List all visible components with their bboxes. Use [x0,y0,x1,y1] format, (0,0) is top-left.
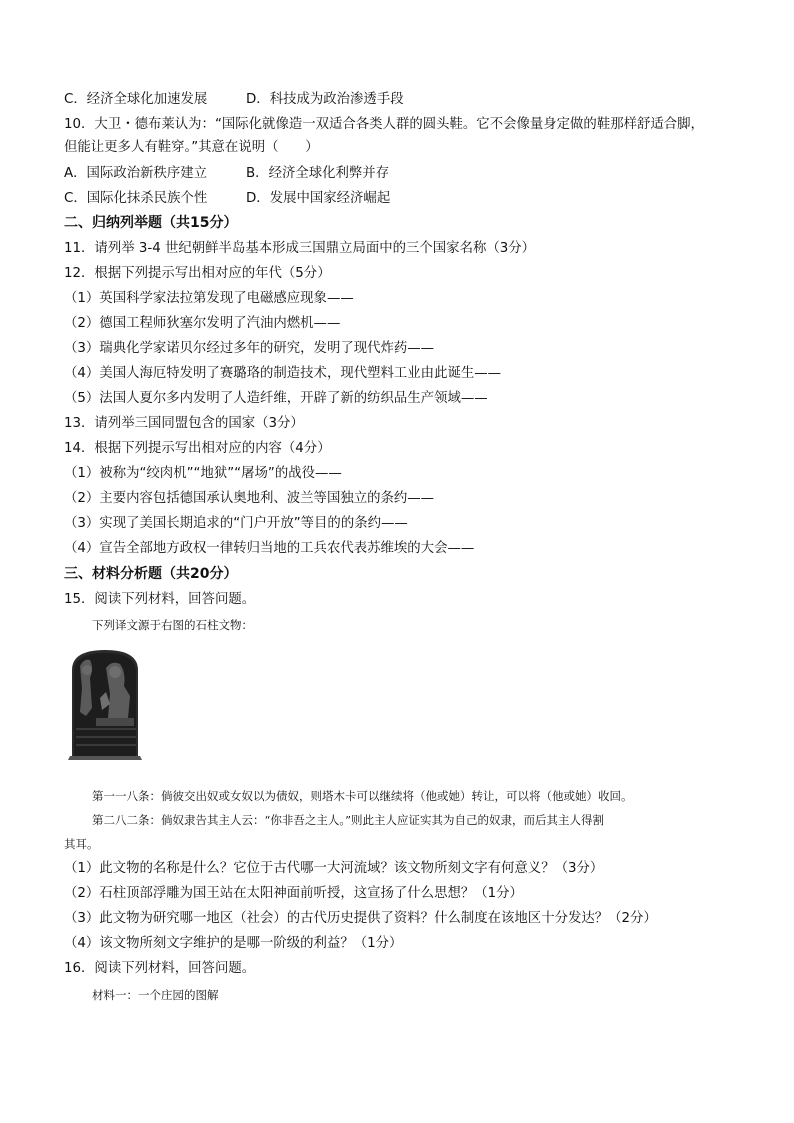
q14-item-1: （1）被称为“绞肉机”“地狱”“屠场”的战役—— [64,466,342,481]
q15-sub-4: （4）该文物所刻文字维护的是哪一阶级的利益？（1分） [64,936,403,951]
q14-item-3: （3）实现了美国长期追求的“门户开放”等目的的条约—— [64,516,408,531]
q15-sub-2: （2）石柱顶部浮雕为国王站在太阳神面前听授，这宣扬了什么思想？（1分） [64,886,523,901]
q15-article-118: 第一一八条：倘彼交出奴或女奴以为债奴，则塔木卡可以继续将（他或她）转让，可以将（他或她）收回。 [92,789,633,803]
q13: 13．请列举三国同盟包含的国家（3分） [64,416,304,431]
q10-stem-line2: 但能让更多人有鞋穿。”其意在说明（ ） [64,140,319,155]
q10-stem-line1: 10．大卫・德布莱认为：“国际化就像造一双适合各类人群的圆头鞋。它不会像量身定做的鞋那样舒适合脚， [64,117,704,132]
q15-article-282-line2: 其耳。 [64,837,99,851]
q12-item-5: （5）法国人夏尔多内发明了人造纤维，开辟了新的纺织品生产领域—— [64,391,488,406]
q15-sub-3: （3）此文物为研究哪一地区（社会）的古代历史提供了资料？什么制度在该地区十分发达？（2分） [64,911,657,926]
q15: 15．阅读下列材料，回答问题。 [64,592,256,607]
q12-item-2: （2）德国工程师狄塞尔发明了汽油内燃机—— [64,316,341,331]
q9-option-d: D．科技成为政治渗透手段 [246,92,404,107]
q11: 11．请列举 3-4 世纪朝鲜半岛基本形成三国鼎立局面中的三个国家名称（3分） [64,241,536,256]
q12: 12．根据下列提示写出相对应的年代（5分） [64,266,331,281]
q15-intro: 下列译文源于右图的石柱文物： [92,618,253,632]
q10-option-d: D．发展中国家经济崛起 [246,191,391,206]
q12-item-1: （1）英国科学家法拉第发现了电磁感应现象—— [64,291,354,306]
q14-item-4: （4）宣告全部地方政权一律转归当地的工兵农代表苏维埃的大会—— [64,541,475,556]
q15-sub-1: （1）此文物的名称是什么？它位于古代哪一大河流域？该文物所刻文字有何意义？（3分） [64,861,604,876]
q10-option-c: C．国际化抹杀民族个性 [64,191,208,206]
q10-option-b: B．经济全球化利弊并存 [246,166,390,181]
q15-article-282-line1: 第二八二条：倘奴隶告其主人云：“你非吾之主人。”则此主人应证实其为自己的奴隶，而后其主人得割 [92,813,605,827]
section-3-title: 三、材料分析题（共20分） [64,566,238,582]
section-2-title: 二、归纳列举题（共15分） [64,215,238,231]
stele-image [66,648,144,760]
q14: 14．根据下列提示写出相对应的内容（4分） [64,441,331,456]
q16: 16．阅读下列材料，回答问题。 [64,961,256,976]
q12-item-4: （4）美国人海厄特发明了赛璐珞的制造技术，现代塑料工业由此诞生—— [64,366,502,381]
q9-option-c: C．经济全球化加速发展 [64,92,208,107]
q10-option-a: A．国际政治新秩序建立 [64,166,208,181]
q16-material-1: 材料一：一个庄园的图解 [92,988,219,1002]
q12-item-3: （3）瑞典化学家诺贝尔经过多年的研究，发明了现代炸药—— [64,341,435,356]
q14-item-2: （2）主要内容包括德国承认奥地利、波兰等国独立的条约—— [64,491,435,506]
